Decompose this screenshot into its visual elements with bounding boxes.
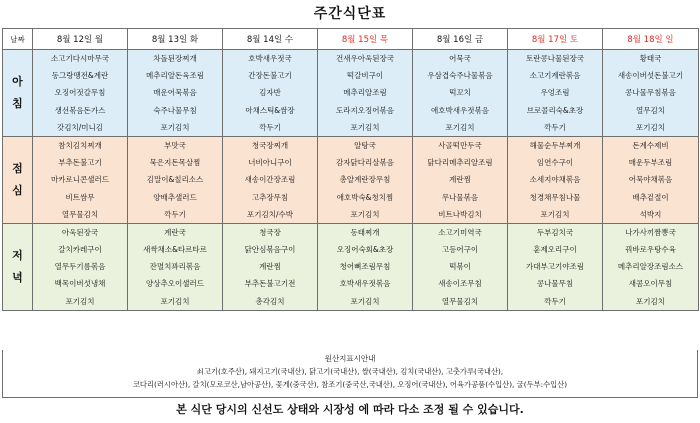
dish-item: 계란찜 (259, 262, 281, 272)
day-header: 8월 16일 금 (413, 29, 508, 50)
origin-notice (2, 350, 698, 398)
dish-item: 도라지오징어볶음 (336, 105, 394, 115)
dish-item: 황태국 (639, 54, 662, 63)
dish-item: 총각김치 (255, 296, 285, 306)
dish-item: 포기김치 (350, 296, 380, 306)
dish-item: 메추리알조림 (343, 88, 387, 98)
dish-item: 참치김치찌개 (58, 140, 102, 150)
dish-item: 고등어구이 (441, 245, 479, 255)
dish-item: 청어뼈조림무침 (339, 262, 391, 272)
dish-item: 깍두기 (164, 209, 186, 219)
dish-item: 아채스틱&쌈장 (245, 105, 295, 115)
dish-item: 양상추오이샐러드 (146, 279, 204, 289)
dish-item: 브로콜리숙&초장 (526, 105, 584, 115)
dish-item: 임연수구이 (536, 158, 574, 168)
dish-item: 호박새우젓볶음 (339, 279, 391, 289)
dish-item: 떡꼬치 (449, 88, 471, 98)
dish-item: 매운두부조림 (628, 158, 673, 168)
meal-label-char: 심 (12, 183, 23, 197)
dish-item: 깍두기 (544, 296, 566, 306)
meal-label-char: 저 (12, 248, 23, 262)
dish-item: 고추장무침 (251, 192, 289, 202)
dish-item: 깍두기 (259, 122, 281, 132)
dinner-label (3, 223, 33, 310)
meal-label-char: 녁 (12, 270, 23, 284)
dish-item: 떡갈비구이 (346, 71, 384, 81)
dish-item: 너비아니구이 (248, 158, 292, 168)
weekly-menu-table (2, 28, 699, 311)
dish-item: 김자반 (259, 88, 281, 98)
dish-item: 어묵야채볶음 (628, 175, 673, 185)
dish-item: 두부김치국 (536, 227, 574, 237)
dish-item: 닭안심볶음구이 (244, 245, 296, 255)
dish-item: 메추리알장조림소스 (617, 262, 684, 272)
dish-item: 차돌된장찌개 (153, 54, 197, 63)
dish-item: 간장돈불고기 (248, 71, 292, 81)
dish-item: 비트쌈무 (65, 192, 95, 202)
breakfast-day-cell (413, 50, 508, 137)
dish-item: 포기김치 (65, 296, 95, 306)
dish-item: 가대부고기야조림 (526, 262, 584, 272)
dish-item: 토란콩나물된장국 (526, 54, 584, 63)
dish-item: 열무두기름볶음 (54, 262, 106, 272)
dish-item: 포기김치 (636, 296, 665, 306)
dish-item: 훈제오리구이 (533, 245, 577, 255)
dish-item: 석박지 (639, 209, 662, 219)
dish-item: 알탕국 (354, 140, 376, 150)
dish-item: 소세지야채볶음 (529, 175, 581, 185)
dish-item: 오징어숙회&초장 (336, 245, 394, 255)
dish-item: 새싹채소&타르타르 (143, 245, 207, 255)
dinner-day-cell (128, 223, 223, 310)
dinner-day-cell (603, 223, 699, 310)
dish-item: 포기김치 (540, 209, 570, 219)
breakfast-label (3, 50, 33, 137)
dish-item: 소고기계란볶음 (529, 71, 581, 81)
lunch-day-cell (318, 136, 413, 223)
dish-item: 소고기미역국 (438, 227, 482, 237)
dish-item: 배추겉절이 (632, 192, 669, 202)
lunch-day-cell (128, 136, 223, 223)
dish-item: 새송이간장조림 (244, 175, 296, 185)
dish-item: 백목이버섯냉채 (54, 279, 106, 289)
dish-item: 마카로니콘샐러드 (51, 175, 109, 185)
dish-item: 돈계수제비 (632, 140, 669, 150)
dish-item: 동그랑땡전&계란 (51, 71, 109, 81)
dish-item: 계란국 (164, 227, 186, 237)
dinner-day-cell (33, 223, 128, 310)
dish-item: 콩나물무침볶음 (625, 88, 676, 98)
lunch-day-cell (413, 136, 508, 223)
dish-item: 애호박숙&청치찜 (336, 192, 394, 202)
dish-item: 묵은지돈목살찜 (149, 158, 201, 168)
dish-item: 사골떡만두국 (438, 140, 482, 150)
breakfast-day-cell (33, 50, 128, 137)
dish-item: 깍두기 (544, 122, 566, 132)
meal-label-char: 침 (12, 96, 23, 110)
dish-item: 동태찌개 (350, 227, 380, 237)
dish-item: 총알계란장무침 (339, 175, 391, 185)
dish-item: 해물순두부찌개 (529, 140, 581, 150)
dish-item: 포기김치 (160, 296, 190, 306)
dish-item: 포기김치 (350, 122, 380, 132)
dish-item: 매운어묵볶음 (153, 88, 197, 98)
adjustment-notice: 본 식단 당시의 신선도 상태와 시장성 에 따라 다소 조정 될 수 있습니다. (176, 403, 524, 416)
origin-title: 원산지표시안내 (324, 354, 376, 363)
dish-item: 김말이&칠리소스 (146, 175, 204, 185)
dish-item: 오징어젓갈무침 (54, 88, 106, 98)
day-header: 8월 15일 목 (318, 29, 413, 50)
dish-item: 부추돈불고기 (58, 158, 102, 168)
dish-item: 건새우아욱된장국 (336, 54, 394, 63)
dish-item: 열무김치 (636, 105, 665, 115)
breakfast-day-cell (318, 50, 413, 137)
dish-item: 갓김치/미니김 (57, 122, 103, 132)
dish-item: 새송이조무침 (438, 279, 482, 289)
day-header: 8월 18일 일 (603, 29, 699, 50)
dish-item: 계란찜 (449, 175, 471, 185)
lunch-label (3, 136, 33, 223)
dish-item: 콩나물무침 (536, 279, 574, 289)
day-header: 8월 14일 수 (223, 29, 318, 50)
lunch-row (3, 136, 699, 223)
dish-item: 포기김치 (636, 122, 665, 132)
dish-item: 청국장 (259, 227, 281, 237)
breakfast-day-cell (128, 50, 223, 137)
day-header: 8월 17일 토 (508, 29, 603, 50)
lunch-day-cell (508, 136, 603, 223)
dish-item: 아욱된장국 (61, 227, 99, 237)
meal-label-char: 점 (12, 161, 23, 175)
dish-item: 닭다리메추리알조림 (427, 158, 493, 168)
dish-item: 우삼겹숙주나물볶음 (427, 71, 493, 81)
dish-item: 새송이버섯돈불고기 (617, 71, 684, 81)
dish-item: 갈치카레구이 (58, 245, 102, 255)
dish-item: 잔멸치꽈리볶음 (149, 262, 201, 272)
dinner-day-cell (413, 223, 508, 310)
dish-item: 포기김치 (160, 122, 190, 132)
dish-item: 청경채무침나물 (529, 192, 581, 202)
day-header: 8월 12일 월 (33, 29, 128, 50)
dish-item: 열무물김치 (61, 209, 99, 219)
dish-item: 포기김치 (350, 209, 380, 219)
dish-item: 우엉조림 (540, 88, 570, 98)
dish-item: 나가사끼짬뽕국 (625, 227, 676, 237)
lunch-day-cell (603, 136, 699, 223)
dish-item: 호박새우젓국 (248, 54, 292, 63)
dish-item: 숙주나물무침 (153, 105, 197, 115)
breakfast-day-cell (603, 50, 699, 137)
dish-item: 생선볶음돈가스 (54, 105, 106, 115)
dinner-day-cell (318, 223, 413, 310)
dish-item: 부맛국 (164, 140, 186, 150)
dish-item: 감자닭다리살볶음 (336, 158, 394, 168)
dish-item: 꿔바로우탕수육 (625, 245, 676, 255)
origin-line-1: 쇠고기(호주산), 돼지고기(국내산), 닭고기(국내산), 쌀(국내산), 김치(국내산), 고춧가루(국내산), (196, 367, 504, 376)
lunch-day-cell (33, 136, 128, 223)
lunch-day-cell (223, 136, 318, 223)
dish-item: 포기김치/수박 (247, 209, 293, 219)
day-header: 8월 13일 화 (128, 29, 223, 50)
page-title: 주간식단표 (313, 6, 387, 22)
dish-item: 부추돈불고기전 (244, 279, 296, 289)
origin-line-2: 코다리(러시아산), 갈치(모로코산,남아공산), 꽃게(중국산), 참조기(중국산,국내산), 오징어(국내산), 어육가공품(수입산), 굴(두부:수입산) (132, 380, 568, 389)
dish-item: 애호박새우젓볶음 (431, 105, 489, 115)
breakfast-day-cell (508, 50, 603, 137)
dinner-row (3, 223, 699, 310)
dish-item: 무나물볶음 (441, 192, 479, 202)
dish-item: 비트나박김치 (438, 209, 482, 219)
dish-item: 양배추샐러드 (153, 192, 197, 202)
dinner-day-cell (223, 223, 318, 310)
dish-item: 청국장찌개 (251, 140, 289, 150)
dish-item: 떡볶이 (449, 262, 471, 272)
dish-item: 포기김치 (445, 122, 475, 132)
dish-item: 열무물김치 (441, 296, 479, 306)
dish-item: 새콤오이무침 (628, 279, 673, 289)
header-row (3, 29, 699, 50)
dish-item: 메추리알돈육조림 (146, 71, 204, 81)
breakfast-day-cell (223, 50, 318, 137)
dish-item: 어묵국 (449, 54, 471, 63)
dish-item: 소고기다시마무국 (51, 54, 109, 63)
date-corner-label: 날짜 (3, 29, 33, 50)
breakfast-row (3, 50, 699, 137)
meal-label-char: 아 (12, 74, 23, 88)
dinner-day-cell (508, 223, 603, 310)
